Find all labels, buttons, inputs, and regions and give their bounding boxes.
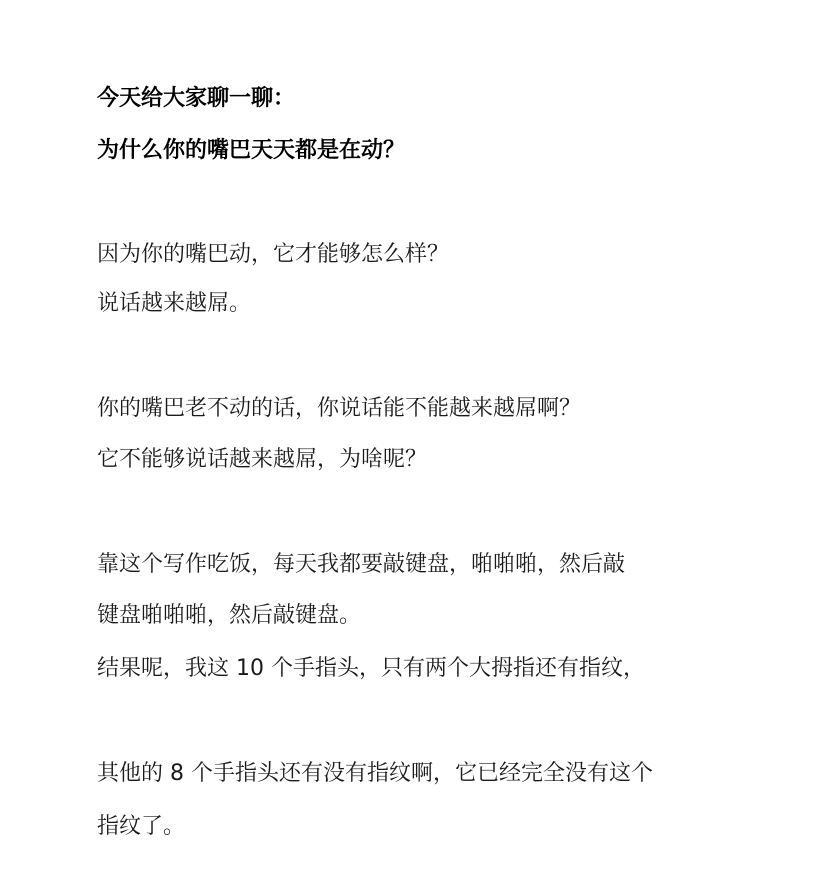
- paragraph-1-line-1: 因为你的嘴巴动，它才能够怎么样？: [97, 242, 450, 267]
- paragraph-2-line-1: 你的嘴巴老不动的话，你说话能不能越来越屌啊？: [97, 396, 582, 421]
- paragraph-3-line-1: 靠这个写作吃饭，每天我都要敲键盘，啪啪啪，然后敲: [97, 552, 626, 577]
- paragraph-2-line-2: 它不能够说话越来越屌，为啥呢？: [97, 447, 428, 472]
- paragraph-3-line-2: 键盘啪啪啪，然后敲键盘。: [97, 603, 362, 628]
- paragraph-4-line-2: 指纹了。: [97, 814, 186, 839]
- paragraph-4-line-1: 其他的 8 个手指头还有没有指纹啊，它已经完全没有这个: [97, 761, 653, 786]
- paragraph-1-line-2: 说话越来越屌。: [97, 291, 252, 316]
- heading-line-1: 今天给大家聊一聊：: [97, 86, 296, 111]
- paragraph-3-line-3: 结果呢，我这 10 个手指头，只有两个大拇指还有指纹，: [97, 656, 645, 681]
- heading-line-2: 为什么你的嘴巴天天都是在动？: [97, 138, 406, 163]
